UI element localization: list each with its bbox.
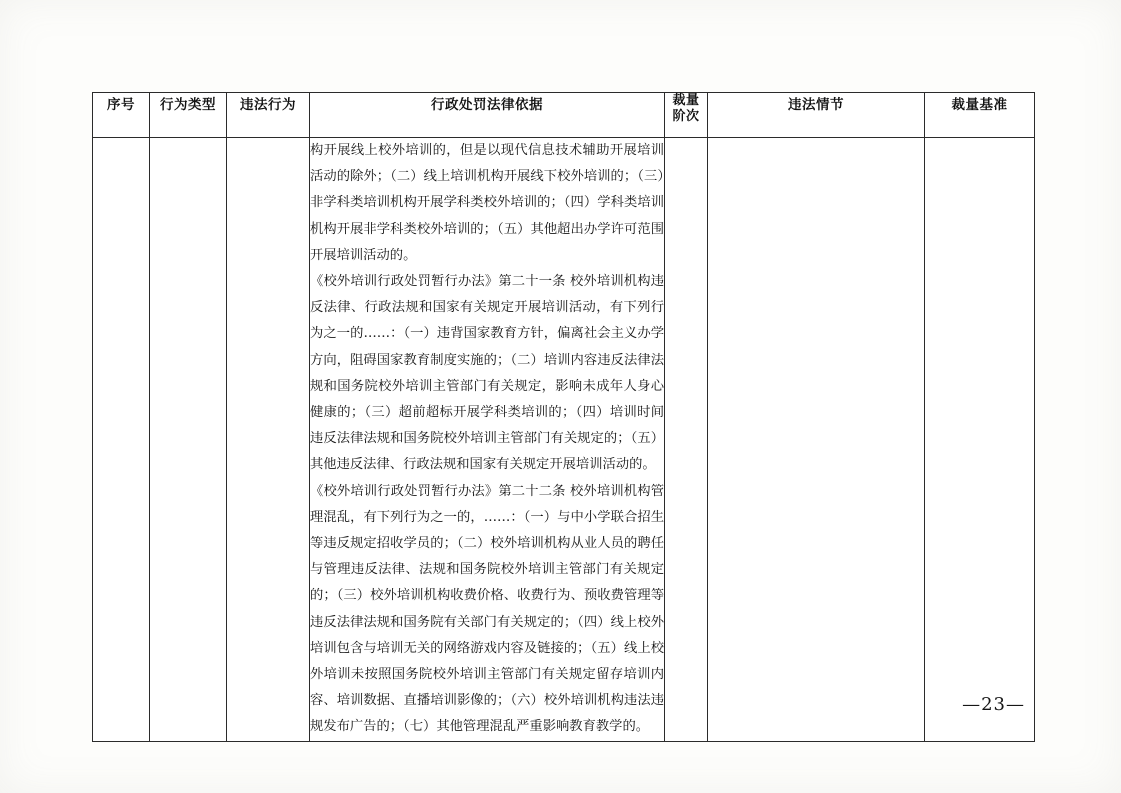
cell-illegal-act <box>227 138 310 742</box>
column-header-behavior-type: 行为类型 <box>150 93 227 138</box>
legal-basis-paragraph-2: 《校外培训行政处罚暂行办法》第二十一条 校外培训机构违反法律、行政法规和国家有关规定开展培训活动，有下列行为之一的……：（一）违背国家教育方针，偏离社会主义办学方向，阻碍国家教育制度实施的；（二）培训内容违反法律法规和国务院校外培训主管部门有关规定，影响未成年人身心健康的；（三）超前超标开展学科类培训的；（四）培训时间违反法律法规和国务院校外培训主管部门有关规定的；（五）其他违反法律、行政法规和国家有关规定开展培训活动的。 <box>310 274 664 473</box>
table-container <box>92 92 1027 742</box>
page-number: —23— <box>962 694 1025 715</box>
table-header <box>93 93 1035 138</box>
column-header-circumstances: 违法情节 <box>708 93 925 138</box>
table-row <box>93 138 1035 742</box>
cell-discretion-level <box>665 138 708 742</box>
column-header-seq: 序号 <box>93 93 150 138</box>
table-header-row <box>93 93 1035 138</box>
cell-discretion-standard <box>925 138 1035 742</box>
penalty-discretion-table <box>92 92 1035 742</box>
column-header-discretion-level-line1: 裁量 <box>672 93 700 108</box>
column-header-illegal-act: 违法行为 <box>227 93 310 138</box>
column-header-discretion-level-line2: 阶次 <box>672 109 700 125</box>
column-header-discretion-level <box>665 93 708 138</box>
column-header-legal-basis: 行政处罚法律依据 <box>310 93 665 138</box>
cell-circumstances <box>708 138 925 742</box>
cell-behavior-type <box>150 138 227 742</box>
cell-seq <box>93 138 150 742</box>
column-header-discretion-standard: 裁量基准 <box>925 93 1035 138</box>
legal-basis-paragraph-3: 《校外培训行政处罚暂行办法》第二十二条 校外培训机构管理混乱，有下列行为之一的，……：（一）与中小学联合招生等违反规定招收学员的；（二）校外培训机构从业人员的聘任与管理违反法律、法规和国务院校外培训主管部门有关规定的；（三）校外培训机构收费价格、收费行为、预收费管理等违反法律法规和国务院有关部门有关规定的；（四）线上校外培训包含与培训无关的网络游戏内容及链接的；（五）线上校外培训未按照国务院校外培训主管部门有关规定留存培训内容、培训数据、直播培训影像的；（六）校外培训机构违法违规发布广告的；（七）其他管理混乱严重影响教育教学的。 <box>310 483 664 735</box>
legal-basis-paragraph-1: 构开展线上校外培训的，但是以现代信息技术辅助开展培训活动的除外；（二）线上培训机构开展线下校外培训的；（三）非学科类培训机构开展学科类校外培训的；（四）学科类培训机构开展非学科类校外培训的；（五）其他超出办学许可范围开展培训活动的。 <box>310 143 664 263</box>
cell-legal-basis <box>310 138 665 742</box>
table-body <box>93 138 1035 742</box>
